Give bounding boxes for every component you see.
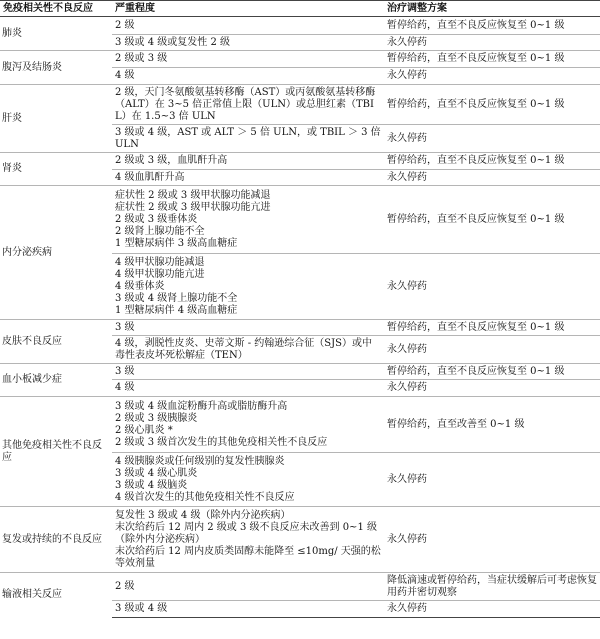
table-row [0, 17, 600, 35]
table-row [0, 51, 600, 68]
reaction-cell: 腹泻及结肠炎 [0, 51, 112, 85]
severity-cell: 3 级 [112, 364, 384, 380]
severity-cell: 2 级 [112, 573, 384, 601]
severity-cell: 复发性 3 级或 4 级（除外内分泌疾病） 末次给药后 12 周内 2 级或 3 级不良反应未改善到 0~1 级（除外内分泌疾病） 末次给药后 12 周内皮质类固醇未能降至 ≤10mg/ 天强的松等效剂量 [112, 507, 384, 573]
table-body [0, 17, 600, 618]
reaction-cell: 皮肤不良反应 [0, 320, 112, 364]
action-cell: 暂停给药，直至不良反应恢复至 0~1 级 [384, 186, 600, 254]
table-row [0, 85, 600, 125]
table-row [0, 320, 600, 336]
reaction-cell: 其他免疫相关性不良反应 [0, 397, 112, 507]
table-row [0, 507, 600, 573]
action-cell: 永久停药 [384, 336, 600, 364]
table-row [0, 573, 600, 601]
severity-cell: 3 级或 4 级或复发性 2 级 [112, 35, 384, 51]
severity-cell: 2 级 [112, 17, 384, 35]
action-cell: 永久停药 [384, 35, 600, 51]
severity-cell: 4 级甲状腺功能减退 4 级甲状腺功能亢进 4 级垂体炎 3 级或 4 级肾上腺功能不全 1 型糖尿病伴 4 级高血糖症 [112, 254, 384, 320]
table-row [0, 397, 600, 453]
severity-cell: 2 级，天门冬氨酸氨基转移酶（AST）或丙氨酸氨基转移酶（ALT）在 3~5 倍正常值上限（ULN）或总胆红素（TBIL）在 1.5~3 倍 ULN [112, 85, 384, 125]
action-cell: 暂停给药，直至不良反应恢复至 0~1 级 [384, 85, 600, 125]
severity-cell: 4 级胰腺炎或任何级别的复发性胰腺炎 3 级或 4 级心肌炎 3 级或 4 级脑炎 4 级首次发生的其他免疫相关性不良反应 [112, 453, 384, 507]
action-cell: 永久停药 [384, 125, 600, 153]
severity-cell: 3 级或 4 级血淀粉酶升高或脂肪酶升高 2 级或 3 级胰腺炎 2 级心肌炎 * 2 级或 3 级首次发生的其他免疫相关性不良反应 [112, 397, 384, 453]
action-cell: 永久停药 [384, 170, 600, 186]
severity-cell: 4 级血肌酐升高 [112, 170, 384, 186]
header-action: 治疗调整方案 [384, 1, 600, 17]
severity-cell: 2 级或 3 级，血肌酐升高 [112, 153, 384, 170]
action-cell: 永久停药 [384, 380, 600, 397]
severity-cell: 3 级 [112, 320, 384, 336]
action-cell: 永久停药 [384, 68, 600, 85]
severity-cell: 2 级或 3 级 [112, 51, 384, 68]
severity-cell: 4 级，剥脱性皮炎、史蒂文斯 - 约翰逊综合征（SJS）或中毒性表皮坏死松解症（TEN） [112, 336, 384, 364]
header-reaction: 免疫相关性不良反应 [0, 1, 112, 17]
action-cell: 永久停药 [384, 507, 600, 573]
table-row [0, 153, 600, 170]
action-cell: 永久停药 [384, 601, 600, 618]
action-cell: 暂停给药，直至改善至 0~1 级 [384, 397, 600, 453]
reaction-cell: 肺炎 [0, 17, 112, 51]
action-cell: 暂停给药，直至不良反应恢复至 0~1 级 [384, 153, 600, 170]
reaction-cell: 肝炎 [0, 85, 112, 153]
action-cell: 永久停药 [384, 453, 600, 507]
severity-cell: 3 级或 4 级，AST 或 ALT ＞ 5 倍 ULN，或 TBIL ＞ 3 倍 ULN [112, 125, 384, 153]
action-cell: 暂停给药，直至不良反应恢复至 0~1 级 [384, 364, 600, 380]
action-cell: 暂停给药，直至不良反应恢复至 0~1 级 [384, 17, 600, 35]
reaction-cell: 内分泌疾病 [0, 186, 112, 320]
action-cell: 永久停药 [384, 254, 600, 320]
header-row [0, 1, 600, 17]
reaction-cell: 输液相关反应 [0, 573, 112, 618]
action-cell: 暂停给药，直至不良反应恢复至 0~1 级 [384, 51, 600, 68]
table-row [0, 364, 600, 380]
action-cell: 降低滴速或暂停给药，当症状缓解后可考虑恢复用药并密切观察 [384, 573, 600, 601]
reaction-cell: 肾炎 [0, 153, 112, 186]
severity-cell: 4 级 [112, 68, 384, 85]
table-row [0, 186, 600, 254]
action-cell: 暂停给药，直至不良反应恢复至 0~1 级 [384, 320, 600, 336]
severity-cell: 症状性 2 级或 3 级甲状腺功能减退 症状性 2 级或 3 级甲状腺功能亢进 2 级或 3 级垂体炎 2 级肾上腺功能不全 1 型糖尿病伴 3 级高血糖症 [112, 186, 384, 254]
severity-cell: 4 级 [112, 380, 384, 397]
reaction-cell: 血小板减少症 [0, 364, 112, 397]
reaction-cell: 复发或持续的不良反应 [0, 507, 112, 573]
header-severity: 严重程度 [112, 1, 384, 17]
severity-cell: 3 级或 4 级 [112, 601, 384, 618]
